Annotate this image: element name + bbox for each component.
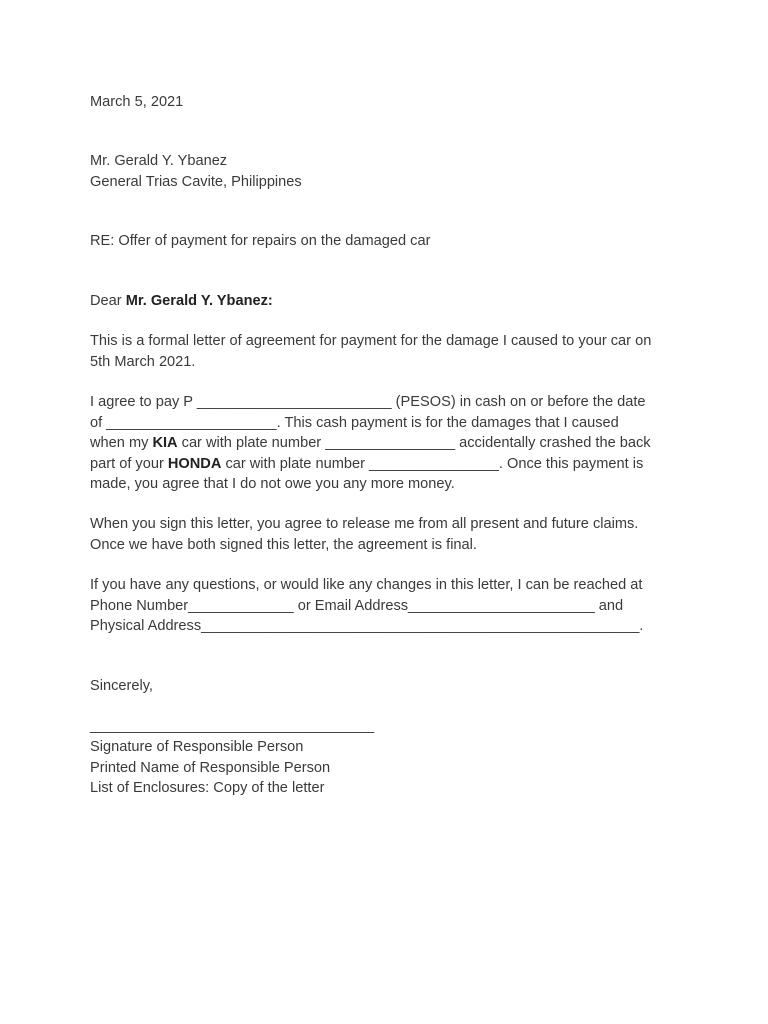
salutation [90, 291, 690, 312]
date-text: March 5, 2021 [90, 94, 184, 110]
paragraph-line [90, 433, 690, 454]
paragraph-line: This is a formal letter of agreement for payment for the damage I caused to your car on [90, 333, 652, 349]
salutation-prefix: Dear [90, 293, 126, 309]
closing [90, 676, 690, 697]
enclosures-label: List of Enclosures: Copy of the letter [90, 780, 325, 796]
paragraph-intro [90, 331, 690, 372]
subject-line [90, 231, 690, 252]
recipient-name: Mr. Gerald Y. Ybanez [90, 153, 228, 169]
signature-line [90, 716, 690, 737]
signature-block [90, 737, 690, 799]
paragraph-payment-terms [90, 392, 690, 495]
paragraph-line [90, 454, 690, 475]
text-segment: when my [90, 435, 153, 451]
text-segment: car with plate number ________________. Once this payment is [221, 455, 644, 472]
paragraph-line: made, you agree that I do not owe you any more money. [90, 476, 455, 492]
paragraph-line: Phone Number_____________ or Email Address_______________________ and [90, 597, 624, 614]
car-brand-honda: HONDA [167, 455, 222, 472]
subject-text: RE: Offer of payment for repairs on the damaged car [90, 233, 431, 249]
salutation-name: Mr. Gerald Y. Ybanez: [125, 293, 273, 309]
paragraph-line: I agree to pay P ________________________ (PESOS) in cash on or before the date [90, 394, 646, 410]
printed-name-label: Printed Name of Responsible Person [90, 759, 331, 776]
paragraph-line: When you sign this letter, you agree to release me from all present and future claims. [90, 516, 639, 532]
car-brand-kia: KIA [152, 435, 178, 451]
text-segment: car with plate number ________________ accidentally crashed the back [177, 435, 651, 451]
paragraph-line: If you have any questions, or would like any changes in this letter, I can be reached at [90, 577, 643, 593]
recipient-block [90, 151, 690, 192]
text-segment: part of your [90, 455, 168, 472]
paragraph-line: 5th March 2021. [90, 353, 196, 370]
signature-label: Signature of Responsible Person [90, 739, 304, 755]
recipient-address: General Trias Cavite, Philippines [90, 173, 302, 190]
closing-text: Sincerely, [90, 678, 153, 694]
salutation-line [90, 291, 690, 312]
paragraph-line: Physical Address______________________________________________________. [90, 618, 644, 634]
paragraph-release [90, 514, 690, 555]
signature-underscore: ___________________________________ [90, 718, 375, 734]
paragraph-line: of _____________________. This cash payment is for the damages that I caused [90, 414, 619, 431]
paragraph-line: Once we have both signed this letter, the agreement is final. [90, 536, 477, 553]
letter-date [90, 92, 690, 113]
paragraph-contact [90, 575, 690, 637]
